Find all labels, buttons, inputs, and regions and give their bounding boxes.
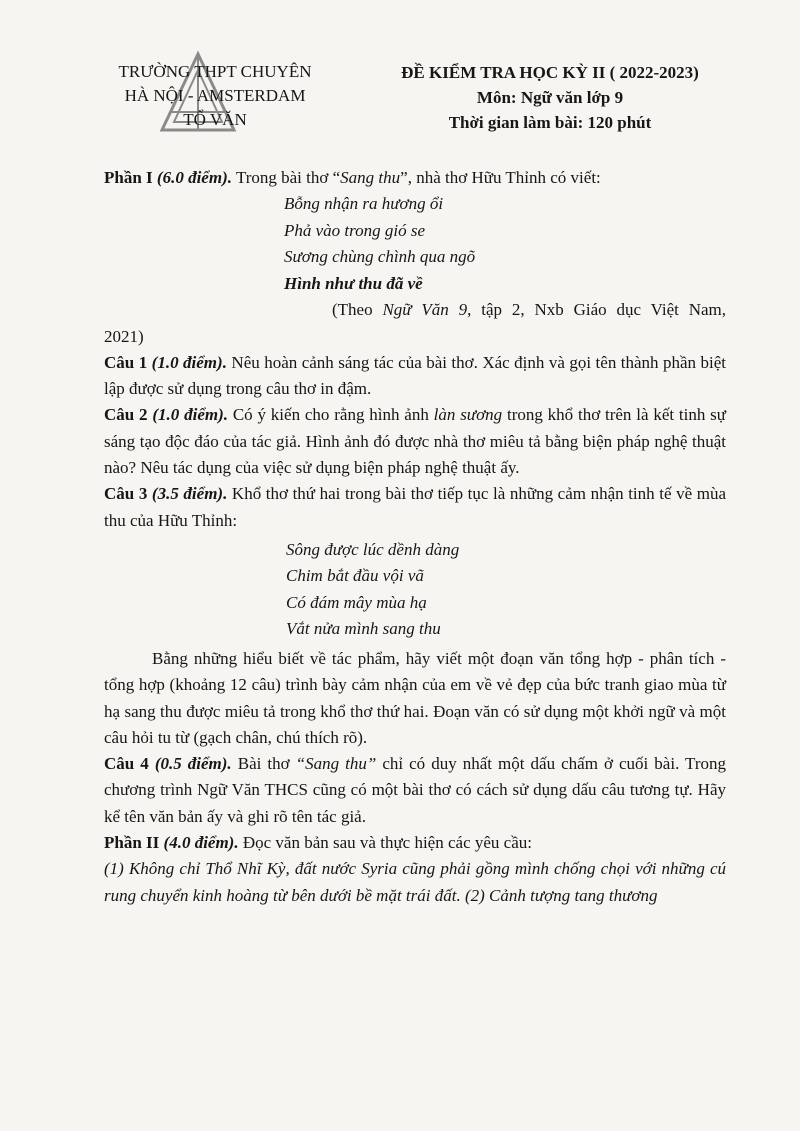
poem-line-2: Phả vào trong gió se: [284, 220, 426, 240]
exam-header: [360, 60, 740, 135]
q2-text-b: trong khổ thơ trên là kết tinh sự sáng tạo độc đáo của tác giả. Hình ảnh đó được nhà thơ miêu tả bằng biện pháp nghệ thuật nào? Nêu tác dụng của việc sử dụng biện pháp nghệ thuật ấy.: [104, 405, 727, 478]
part1-intro: [104, 165, 726, 191]
exam-body: [104, 165, 726, 909]
q4-points: (0.5 điểm).: [154, 754, 232, 774]
part1-label: Phần I: [104, 168, 153, 187]
part1-points: (6.0 điểm).: [156, 168, 232, 187]
question-1: [104, 350, 726, 403]
q2-italic: làn sương: [433, 405, 503, 425]
part2-passage: (1) Không chỉ Thổ Nhĩ Kỳ, đất nước Syria cũng phải gồng mình chống chọi với những cú rung chuyển kinh hoàng từ bên dưới bề mặt trái đất. (2) Cảnh tượng tang thương: [104, 859, 726, 905]
q4-text-a: Bài thơ: [231, 754, 296, 774]
q3-label: Câu 3: [104, 484, 148, 504]
part1-intro-text-b: ”, nhà thơ Hữu Thỉnh có viết:: [400, 168, 601, 187]
q2-text-a: Có ý kiến cho rằng hình ảnh: [228, 405, 434, 425]
q3-text: Khổ thơ thứ hai trong bài thơ tiếp tục là những cảm nhận tinh tế về mùa thu của Hữu Thỉnh:: [104, 484, 726, 530]
department-name: TỔ VĂN: [183, 110, 247, 129]
question-2: [104, 402, 726, 481]
part2-label: Phần II: [104, 833, 160, 853]
poem-source-year: 2021): [104, 326, 144, 346]
source-text-b: , tập 2, Nxb Giáo dục Việt Nam,: [467, 300, 727, 320]
stanza2-line-3: Có đám mây mùa hạ: [286, 592, 427, 612]
exam-subject: Môn: Ngữ văn lớp 9: [476, 88, 624, 107]
school-name-line1: TRƯỜNG THPT CHUYÊN: [118, 62, 312, 81]
stanza2-line-1: Sông được lúc dềnh dàng: [286, 539, 460, 559]
stanza2-line-4: Vắt nửa mình sang thu: [286, 619, 441, 639]
part2-intro-text: Đọc văn bản sau và thực hiện các yêu cầu:: [238, 833, 532, 853]
q1-points: (1.0 điểm).: [151, 352, 227, 372]
exam-duration: Thời gian làm bài: 120 phút: [448, 113, 652, 132]
q1-text: Nêu hoàn cảnh sáng tác của bài thơ. Xác định và gọi tên thành phần biệt lập được sử dụng trong câu thơ in đậm.: [104, 352, 726, 399]
q4-text-b: chỉ có duy nhất một dấu chấm ở cuối bài. Trong chương trình Ngữ Văn THCS cũng có một bài thơ có cách sử dụng dấu câu tương tự. Hãy kể tên văn bản ấy và ghi rõ tên tác giả.: [104, 754, 727, 826]
q3-task: Bằng những hiểu biết về tác phẩm, hãy viết một đoạn văn tổng hợp - phân tích - tổng hợp (khoảng 12 câu) trình bày cảm nhận của em về vẻ đẹp của bức tranh giao mùa từ hạ sang thu được miêu tả trong khổ thơ thứ hai. Đoạn văn có sử dụng một khởi ngữ và một câu hỏi tu từ (gạch chân, chú thích rõ).: [104, 648, 726, 747]
school-header: [100, 60, 330, 132]
poem-source: [104, 297, 726, 323]
q3-points: (3.5 điểm).: [151, 484, 228, 504]
part2-intro: [104, 830, 726, 856]
stanza2-line-2: Chim bắt đầu vội vã: [286, 566, 424, 586]
poem-line-3: Sương chùng chình qua ngõ: [284, 247, 476, 267]
q4-italic: “Sang thu”: [295, 754, 377, 774]
poem-line-1: Bỗng nhận ra hương ổi: [284, 194, 444, 214]
poem-title: Sang thu: [340, 168, 401, 187]
source-text-a: (Theo: [332, 300, 383, 320]
q1-label: Câu 1: [104, 352, 148, 372]
question-4: [104, 751, 726, 830]
source-book: Ngữ Văn 9: [382, 300, 468, 320]
q2-points: (1.0 điểm).: [152, 405, 229, 425]
question-3: [104, 481, 726, 534]
school-name-line2: HÀ NỘI - AMSTERDAM: [124, 86, 306, 105]
exam-title: ĐỀ KIỂM TRA HỌC KỲ II ( 2022-2023): [401, 63, 699, 82]
part1-intro-text-a: Trong bài thơ “: [232, 168, 341, 187]
poem-line-bold: Hình như thu đã về: [284, 273, 423, 293]
part2-points: (4.0 điểm).: [163, 833, 239, 853]
q2-label: Câu 2: [104, 405, 148, 425]
q4-label: Câu 4: [104, 754, 149, 774]
